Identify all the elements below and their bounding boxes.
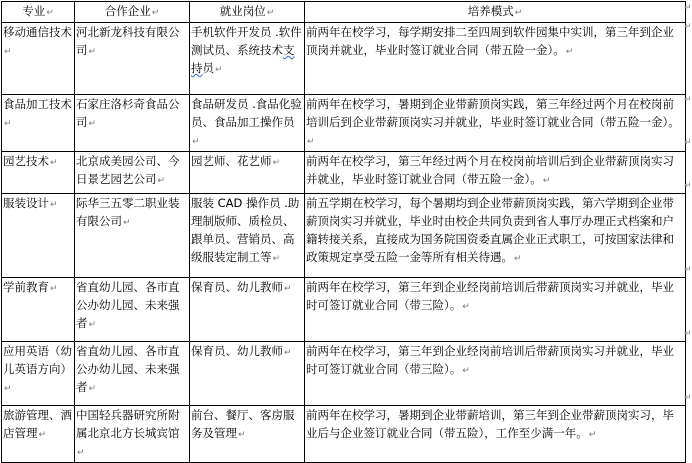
cell-company: 际华三五零二职业装有限公司↵: [75, 194, 190, 278]
header-company: 合作企业↵: [75, 2, 190, 23]
header-training-model: 培养模式↵: [305, 2, 686, 23]
cell-training-model: 前两年在校学习，暑期到企业带薪培训，第三年到企业带薪顶岗实习，毕业后与企业签订就业合同（带五险），工作至少满一年。↵: [305, 406, 686, 463]
table-header-row: [2, 2, 686, 23]
cell-training-model: 前两年在校学习，暑期到企业带薪顶岗实践，第三年经过两个月在校岗前培训后到企业带薪顶岗实习并就业，毕业时签订就业合同（带五险一金）。↵: [305, 95, 686, 152]
cell-company: 省直幼儿园、各市直公办幼儿园、未来强者↵: [75, 278, 190, 342]
cell-positions: 食品研发员 .食品化验员、食品加工操作员↵: [190, 95, 305, 152]
cell-major: 服装设计↵: [2, 194, 75, 278]
cell-positions: 园艺师、花艺师↵: [190, 152, 305, 194]
row-end-mark: ↵: [684, 138, 692, 148]
cell-positions: 保育员、幼儿教师↵: [190, 278, 305, 342]
table-row: [2, 342, 686, 406]
table-row: [2, 194, 686, 278]
cell-positions: 前台、餐厅、客房服务及管理↵: [190, 406, 305, 463]
table-row: [2, 152, 686, 194]
cell-company: 石家庄洛杉奇食品公司↵: [75, 95, 190, 152]
row-end-mark: ↵: [684, 393, 692, 403]
header-positions: 就业岗位↵: [190, 2, 305, 23]
table-row: [2, 23, 686, 95]
cell-company: 河北新龙科技有限公司↵: [75, 23, 190, 95]
row-end-mark: ↵: [684, 181, 692, 191]
cell-major: 旅游管理、酒店管理↵: [2, 406, 75, 463]
cell-major: 学前教育↵: [2, 278, 75, 342]
table-row: [2, 95, 686, 152]
cooperation-table: [1, 1, 686, 463]
spellcheck-underline: 支持: [191, 43, 295, 75]
cell-training-model: 前五学期在校学习，每个暑期均到企业带薪顶岗实践，第六学期到企业带薪顶岗实习并就业，毕业时由校企共同负责到省人事厅办理正式档案和户籍转接关系，直接成为国务院国资委直属企业正式职工，可按国家法律和政策规定享受五险一金等所有相关待遇。↵: [305, 194, 686, 278]
row-end-mark: ↵: [684, 22, 692, 32]
cell-company: 省直幼儿园、各市直公办幼儿园、未来强者↵: [75, 342, 190, 406]
cell-company: 中国轻兵器研究所附属北京北方长城宾馆↵: [75, 406, 190, 463]
row-end-mark: ↵: [684, 3, 692, 13]
cell-positions: 手机软件开发员 .软件测试员、系统技术支持员↵: [190, 23, 305, 95]
row-end-mark: ↵: [684, 95, 692, 105]
cell-training-model: 前两年在校学习，第三年到企业经岗前培训后带薪顶岗实习并就业，毕业时可签订就业合同（带三险）。↵: [305, 278, 686, 342]
table-row: [2, 406, 686, 463]
cell-major: 园艺技术↵: [2, 152, 75, 194]
row-end-mark: ↵: [684, 329, 692, 339]
cell-major: 食品加工技术↵: [2, 95, 75, 152]
row-end-mark: ↵: [684, 265, 692, 275]
cell-major: 应用英语（幼儿英语方向）↵: [2, 342, 75, 406]
cell-training-model: 前两年在校学习，第三年经过两个月在校岗前培训后到企业带薪顶岗实习并就业，毕业时签订就业合同（带五险一金）。↵: [305, 152, 686, 194]
cell-positions: 保育员、幼儿教师↵: [190, 342, 305, 406]
cell-positions: 服装 CAD 操作员 .助理制版师、质检员、跟单员、营销员、高级服装定制工等↵: [190, 194, 305, 278]
table-row: [2, 278, 686, 342]
cell-training-model: 前两年在校学习，第三年到企业经岗前培训后带薪顶岗实习并就业，毕业时可签订就业合同（带三险）。↵: [305, 342, 686, 406]
header-major: 专业↵: [2, 2, 75, 23]
cell-training-model: 前两年在校学习，每学期安排二至四周到软件园集中实训，第三年到企业顶岗并就业，毕业时签订就业合同（带五险一金）。↵: [305, 23, 686, 95]
cell-major: 移动通信技术↵: [2, 23, 75, 95]
cell-company: 北京成美园公司、今日景艺园艺公司↵: [75, 152, 190, 194]
